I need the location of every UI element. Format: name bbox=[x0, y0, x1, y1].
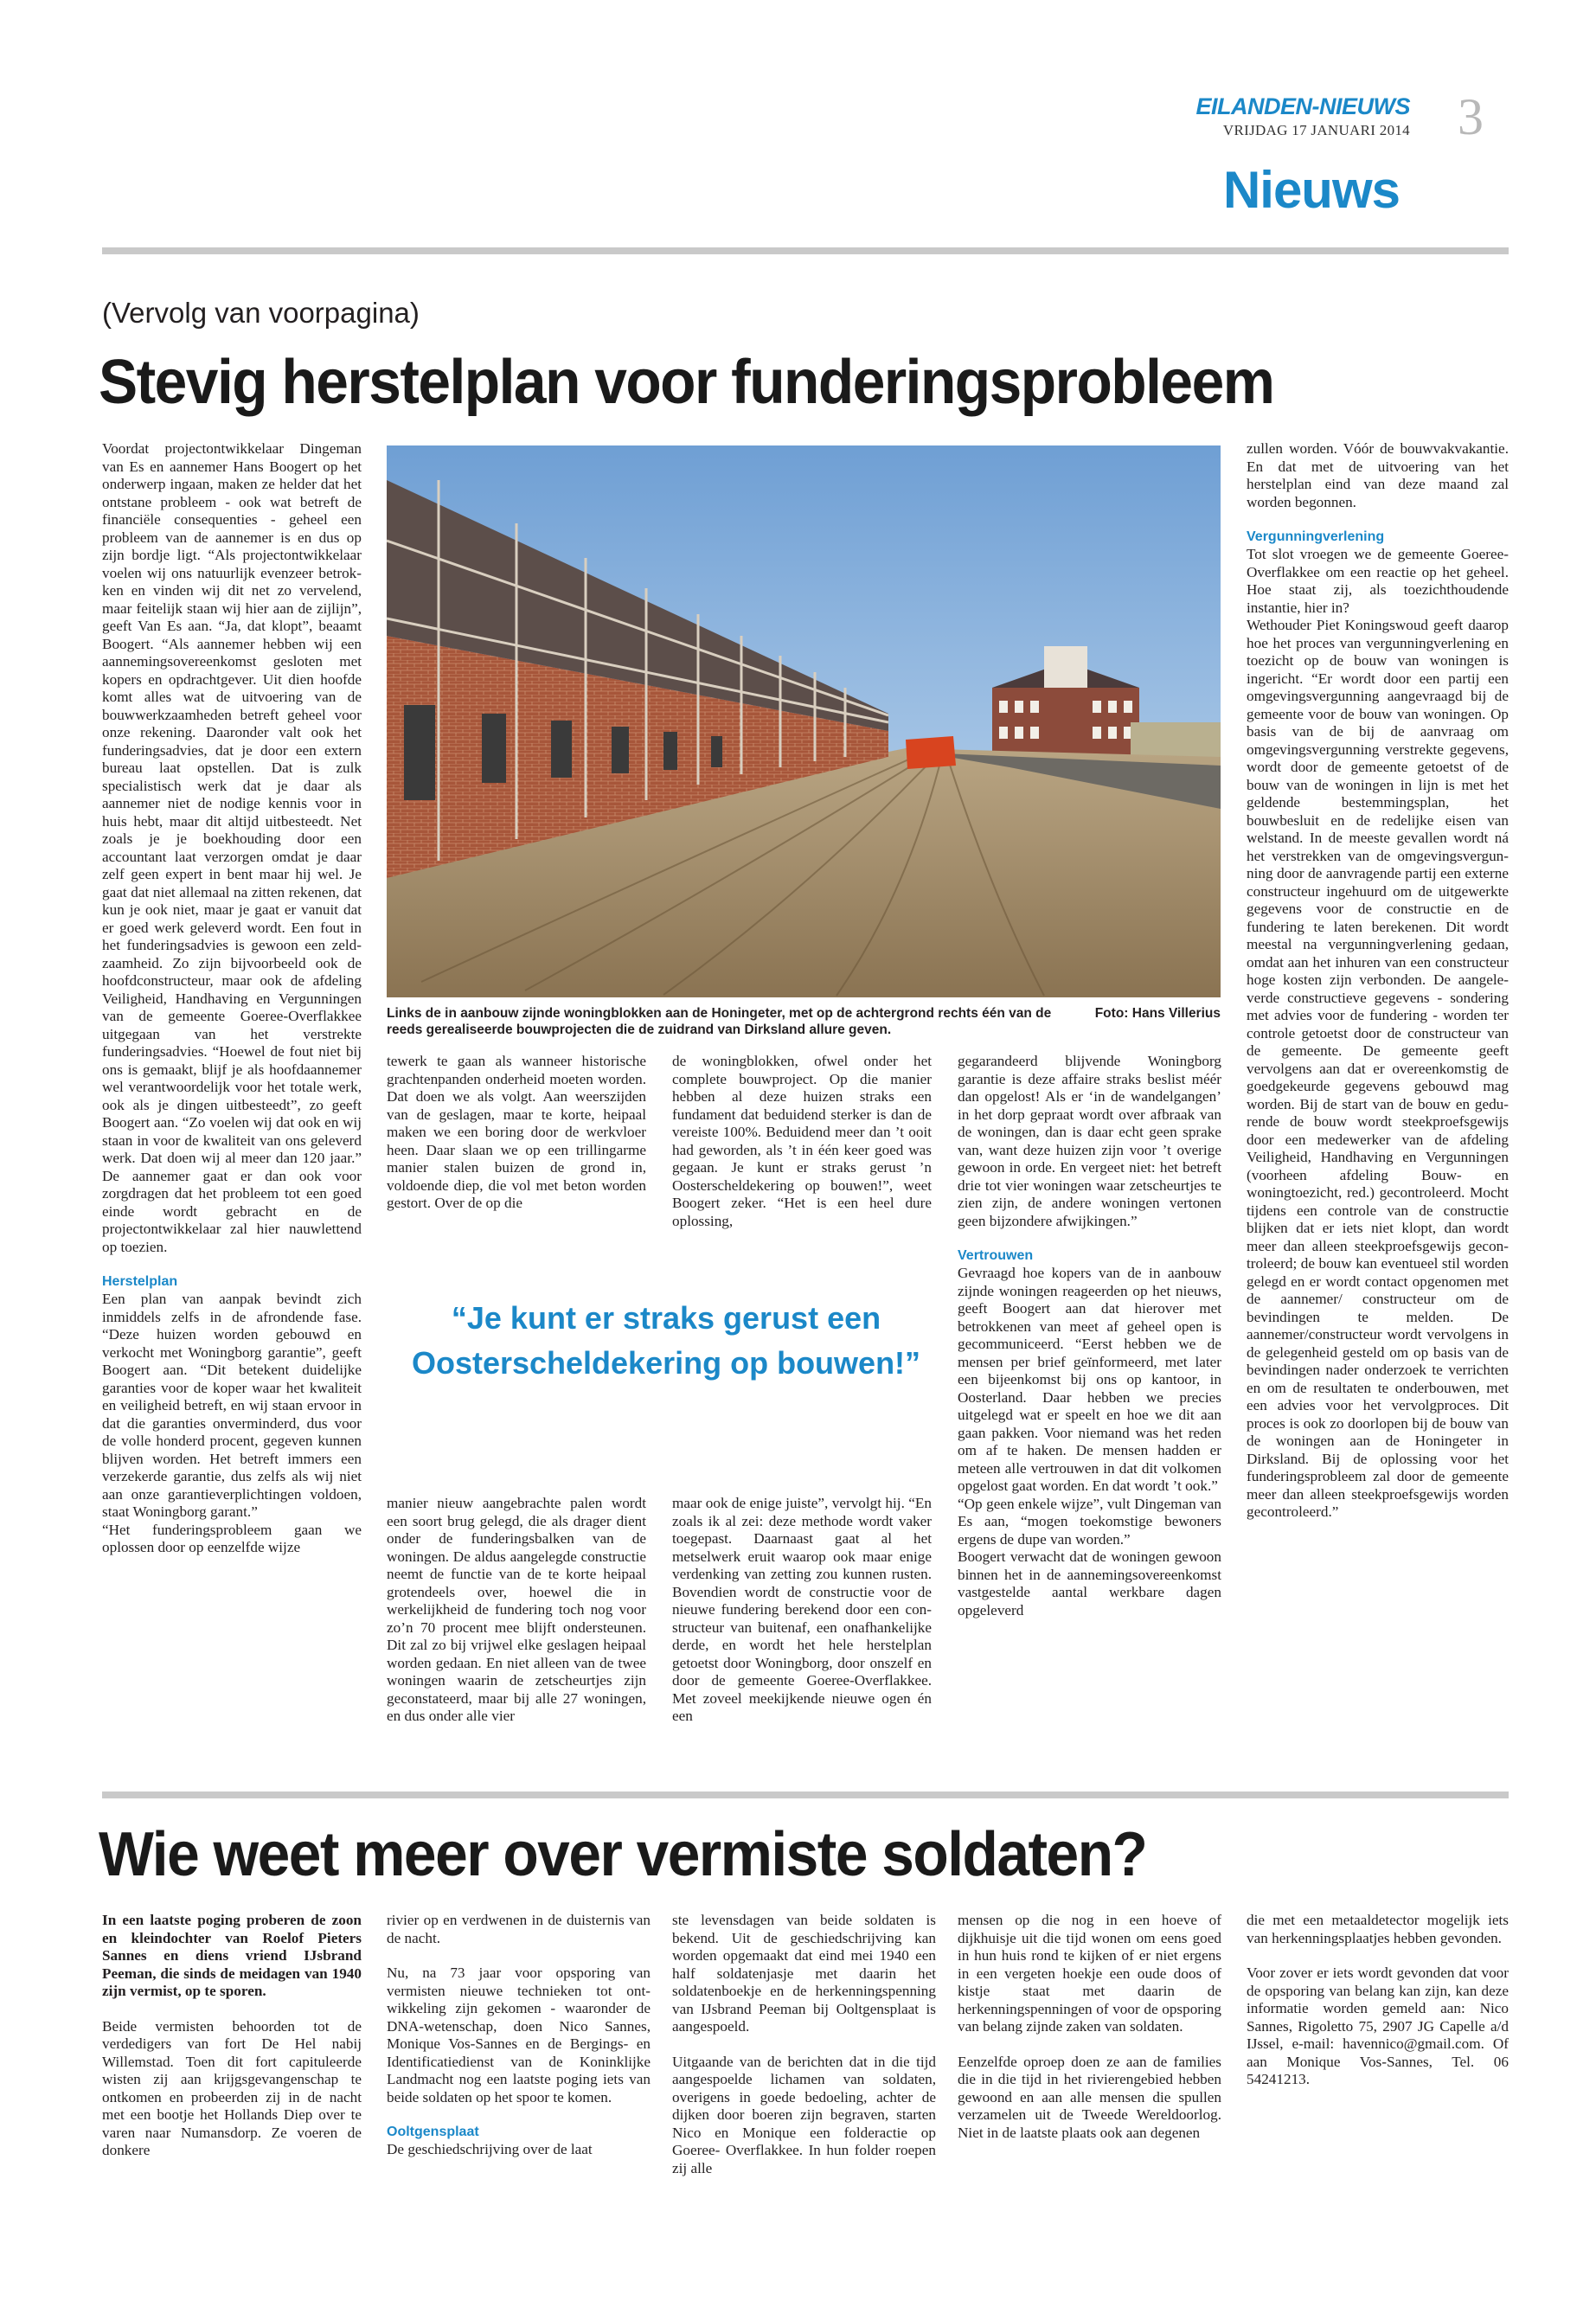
paragraph: De geschiedschrijving over de laat bbox=[387, 2141, 593, 2157]
paragraph: “Op geen enkele wijze”, vult Dingeman van Es aan, “mogen toekomstige bewoners ergens de dupe van worden.” bbox=[958, 1495, 1221, 1548]
pull-quote: “Je kunt er straks gerust een Oosterscheldekering op bouwen!” bbox=[411, 1300, 921, 1381]
article2-column-5 bbox=[1247, 1912, 1509, 2089]
section-title: Nieuws bbox=[1222, 161, 1400, 219]
kicker: (Vervolg van voorpagina) bbox=[102, 297, 420, 329]
article2-column-4 bbox=[958, 1912, 1221, 2142]
paragraph: zullen worden. Vóór de bouwvakvakantie. En dat met de uitvoering van het herstelplan eind van deze maand zal worden begonnen. bbox=[1247, 440, 1509, 510]
paragraph: Eenzelfde oproep doen ze aan de families die in die tijd in het rivierengebied hebben gewoond en aan alle mensen die spullen verzamelen uit de Tweede Wereldoorlog. Niet in de laatste plaats ook aan degenen bbox=[958, 2053, 1221, 2141]
paragraph: manier nieuw aangebrachte palen wordt een soort brug gelegd, die als drager dient onder de funderingsbalken van de woningen. De aldus aangelegde constructie neemt de functie van de te korte heipaal grotendeels over, hoewel die in werkelijkheid de fundering toch nog voor zo’n 70 procent mee blijft ondersteunen. Dit zal zo bij vrijwel elke geslagen heipaal worden gedaan. En niet alleen van de twee woningen waarin de zetscheurtjes zijn geconstateerd, maar bij alle 27 woningen, en dus onder alle vier bbox=[387, 1495, 646, 1724]
article1-column-3-top bbox=[672, 1053, 932, 1230]
paragraph: Wethouder Piet Koningswoud geeft daarop hoe het proces van vergunningverlening en toezicht op de bouw van woningen is ingericht. “Er wordt door een partij een omgevingsvergunning aangevraagd bij de gemeente voor de bouw van woningen. Op basis van de bij de aanvraag om omgevingsvergunning verstrekte gegevens, wordt door de gemeente getoetst of de bouw van de woningen in lijn is met het geldende bestemmingsplan, het bouwbesluit en de redelijke eisen van welstand. In de meeste gevallen wordt ná het verstrekken van de omgevingsvergunning door de aanvragende partij een externe constructeur ingehuurd om de uitgewerkte gegevens voor de constructie en de fundering te laten berekenen. Dit wordt meestal na vergunningverlening gedaan, omdat aan het inhuren van een constructeur hoge kosten zijn verbonden. De aangeleverde constructieve gegevens - sondering met advies voor de fundering - worden ter controle getoetst door de constructeur van de gemeente. De gemeente geeft vervolgens aan dat er overeenkomstig de goedgekeurde gegevens gebouwd mag worden. Bij de start van de bouw en gedurende de bouw wordt steekproefsgewijs door een medewerker van de afdeling Veiligheid, Handhaving en Vergunningen (voorheen afdeling Bouw- en woningtoezicht, red.) gecontroleerd. Mocht tijdens een controle van de constructie blijken dat er iets niet klopt, dan wordt meer dan alleen steekproefsgewijs gecontroleerd; de bouw kan eventueel stil worden gelegd en er wordt contact opgenomen met de aannemer/ constructeur om de bevindingen te melden. De aannemer/constructeur wordt vervolgens in de gelegenheid gesteld om op basis van de bevindingen nader onderzoek te verrichten en om de resultaten te onderbouwen, met een advies voor het vervolgproces. Dit proces is ook zo doorlopen bij de bouw van de woningen aan de Honingeter in Dirksland. Bij de oplossing voor het funderingsprobleem zal door de gemeente meer dan alleen steekproefsgewijs worden gecontroleerd.” bbox=[1247, 617, 1509, 1520]
article1-column-2-bottom bbox=[387, 1495, 646, 1726]
subhead-ooltgensplaat: Ooltgensplaat bbox=[387, 2125, 479, 2139]
paragraph: Uitgaande van de berichten dat in die tijd aangespoelde lichamen van soldaten, overigens in goede bedoeling, achter de dijken door boeren zijn begraven, starten Nico en Monique een folderactie op Goeree- Overflakkee. In hun folder roepen zij alle bbox=[672, 2053, 936, 2176]
paragraph: Gevraagd hoe kopers van de in aanbouw zijnde woningen reageerden op het nieuws, geeft Boogert aan dat hierover met betrokkenen van meet af geheel open is gecommuniceerd. “Eerst hebben we de mensen per brief geïnformeerd, met later een bijeenkomst bij ons op kantoor, in Oosterland. Daar hebben we precies uitgelegd wat er speelt en hoe we dit aan gaan pakken. Voor niemand was het reden om af te haken. De mensen hadden er meteen alle vertrouwen in dat dit volkomen opgelost gaat worden. En dat wordt ’t ook.” bbox=[958, 1265, 1221, 1494]
dateline: VRIJDAG 17 JANUARI 2014 bbox=[1222, 122, 1410, 138]
paragraph: Tot slot vroegen we de gemeente Goeree-Overflakkee om een reactie op het geheel. Hoe staat zij, als toezichthoudende instantie, hier in? bbox=[1247, 546, 1509, 616]
photo-credit: Foto: Hans Villerius bbox=[1094, 1006, 1221, 1021]
headline-main: Stevig herstelplan voor funderingsprobleem bbox=[99, 348, 1274, 417]
article2-column-2 bbox=[387, 1912, 651, 2159]
paragraph: de woningblokken, ofwel onder het complete bouwproject. Op die manier hebben al deze huizen straks een fundament dat beduidend sterker is dan de vereiste 100%. Beduidend meer dan ’t ooit had geworden, als ’t in één keer goed was gegaan. Je kunt er straks gerust ’n Oosterscheldekering op bouwen!”, weet Boogert zeker. “Het is een heel dure oplossing, bbox=[672, 1053, 932, 1229]
article2-column-3 bbox=[672, 1912, 936, 2177]
paragraph: “Het funderingsprobleem gaan we oplossen door op eenzelfde wijze bbox=[102, 1521, 362, 1555]
article1-column-5 bbox=[1247, 440, 1509, 1522]
waste-container bbox=[906, 736, 956, 769]
article-separator-rule bbox=[102, 1791, 1509, 1798]
subhead-vergunningverlening: Vergunningverlening bbox=[1247, 529, 1385, 544]
photo-caption bbox=[387, 1005, 1221, 1038]
page-number: 3 bbox=[1458, 88, 1484, 145]
paragraph: ste levensdagen van beide soldaten is bekend. Uit de geschiedschrijving kan worden opgemaakt dat eind mei 1940 een half soldatenjasje met daarin het soldatenboekje en de herkenningspenning van IJsbrand Peeman bij Ooltgensplaat is aangespoeld. bbox=[672, 1912, 936, 2035]
paragraph: Nu, na 73 jaar voor opsporing van vermisten nieuwe technieken tot ontwikkeling zijn gekomen - waaronder de DNA-wetenschap, doen Nico Sannes, Monique Vos-Sannes en de Bergings- en Identificatiedienst van de Koninklijke Landmacht nog een laatste poging iets van beide soldaten op het spoor te komen. bbox=[387, 1965, 651, 2106]
lead-paragraph: In een laatste poging proberen de zoon en kleindochter van Roelof Pieters Sannes en diens vriend IJsbrand Peeman, die sinds de meidagen van 1940 zijn vermist, op te sporen. bbox=[102, 1912, 362, 1999]
article1-column-4 bbox=[958, 1053, 1221, 1619]
paragraph: maar ook de enige juiste”, vervolgt hij. “En zoals ik al zei: deze methode wordt vaker toegepast. Daarnaast gaat al het metselwerk eruit waarop ook maar enige verdenking van zetting zou kunnen rusten. Bovendien wordt de constructie voor de nieuwe fundering berekend door een constructeur van buitenaf, een onafhankelijke derde, en wordt het hele herstelplan getoetst door Woningborg, door onszelf en door de gemeente Goeree-Overflakkee. Met zoveel meekijkende nieuwe ogen én een bbox=[672, 1495, 932, 1724]
paragraph: tewerk te gaan als wanneer historische grachtenpanden onderheid moeten worden. Dat doen we als volgt. Aan weerszijden van de geslagen, maar te korte, heipaal maken we een boring door de werkvloer heen. Daar slaan we op een trillingarme manier stalen buizen de grond in, voldoende diep, die vol met beton worden gestort. Over de op die bbox=[387, 1053, 646, 1211]
paragraph: Een plan van aanpak bevindt zich inmiddels zelfs in de afrondende fase. “Deze huizen worden gebouwd en verkocht met Woningborg garantie”, geeft Boogert aan. “Dit betekent duidelijke garanties voor de koper waar het kwaliteit en veiligheid betreft, en wij staan ervoor in dat die garanties onverminderd, dus voor de volle honderd procent, gegeven kunnen blijven worden. Het betreft immers een verzekerde garantie, dus zelfs als wij niet aan onze garantieverplichtingen voldoen, staat Woningborg garant.” bbox=[102, 1291, 362, 1520]
paragraph: rivier op en verdwenen in de duisternis van de nacht. bbox=[387, 1912, 651, 1946]
paragraph: Voor zover er iets wordt gevonden dat voor de opsporing van belang kan zijn, kan deze informatie worden gemeld aan: Nico Sannes, Rigoletto 75, 2907 JG Capelle a/d IJssel, e-mail: havennico@gmail.com. Of aan Monique Vos-Sannes, Tel. 06 54241213. bbox=[1247, 1965, 1509, 2087]
article1-column-3-bottom bbox=[672, 1495, 932, 1726]
paragraph: Beide vermisten behoorden tot de verdedigers van fort De Hel nabij Willemstad. Toen dit fort capituleerde wisten zij aan krijgsgevangenschap te ontkomen en probeerden zij in de nacht met een bootje het Hollands Diep over te varen naar Numansdorp. Ze voeren de donkere bbox=[102, 2017, 362, 2158]
paragraph: gegarandeerd blijvende Woningborg garantie is deze affaire straks beslist méér dan opgelost! Als er ‘in de wandelgangen’ in het dorp gepraat wordt over afbraak van de woningen, dan is daar echt geen sprake van, want deze huizen zijn voor ’t overige gewoon in orde. En vergeet niet: het betreft drie tot vier woningen waar zetscheurtjes te zien zijn, de andere woningen vertonen geen bijzondere afwijkingen.” bbox=[958, 1053, 1221, 1229]
paragraph: Boogert verwacht dat de woningen gewoon binnen het in de aannemingsovereenkomst vastgestelde aantal werkbare dagen opgeleverd bbox=[958, 1548, 1221, 1618]
article1-column-1 bbox=[102, 440, 362, 1557]
paragraph: die met een metaaldetector mogelijk iets van herkenningsplaatjes hebben gevonden. bbox=[1247, 1912, 1509, 1946]
paragraph: Voordat projectontwikkelaar Dingeman van Es en aannemer Hans Boogert op het onderwerp ingaan, maken ze helder dat het ontstane probleem - ook wat betreft de financiële consequenties - geheel een probleem van de aannemer is en dus op zijn bordje ligt. “Als projectontwikkelaar voelen wij ons natuurlijk evenzeer betrokken en vinden wij dit net zo vervelend, maar feitelijk staan wij hier aan de zijlijn”, geeft Van Es aan. “Ja, dat klopt”, beaamt Boogert. “Als aannemer hebben wij een aannemingsovereenkomst gesloten met kopers en opdrachtgever. Uit dien hoofde komt alles wat de uitvoering van de bouwwerkzaamheden betreft geheel voor onze rekening. Daaronder valt ook het funderingsadvies, dat je door een extern bureau laat opstellen. Dat is zulk specialistisch werk dat je daar als aannemer niet de nodige kennis voor in huis hebt, maar dit altijd uitbesteedt. Net zoals je je boekhouding door een accountant laat verzorgen omdat je daar zelf geen expert in bent maar hij wel. Je gaat dat niet allemaal na zitten rekenen, dat kun je ook niet, maar je gaat er vanuit dat er goed werk geleverd wordt. Een fout in het funderingsadvies is gewoon een zeldzaamheid. Zo zijn bijvoorbeeld ook de hoofdconstructeur, maar ook de afdeling Veiligheid, Handhaving en Vergunningen van de gemeente Goeree-Overflakkee uitgegaan van het verstrekte funderingsadvies. “Hoewel de fout niet bij ons is gemaakt, blijf je als hoofdaannemer wel verantwoordelijk voor het totale werk, ook als je dingen uitbesteedt”, zo geeft Boogert aan. “Zo voelen wij dat ook en wij staan in voor de kwaliteit van ons geleverd werk. Dat doen wij al meer dan 120 jaar.” De aannemer gaat er dan ook voor zorgdragen dat het probleem tot een goed einde wordt gebracht en de projectontwikkelaar zal hier nauwlettend op toezien. bbox=[102, 440, 362, 1255]
construction-photo bbox=[387, 445, 1221, 997]
top-rule bbox=[102, 247, 1509, 254]
headline-second: Wie weet meer over vermiste soldaten? bbox=[99, 1820, 1147, 1889]
masthead bbox=[1168, 93, 1410, 139]
subhead-vertrouwen: Vertrouwen bbox=[958, 1248, 1034, 1263]
article1-column-2-top bbox=[387, 1053, 646, 1213]
paragraph: mensen op die nog in een hoeve of dijkhuisje uit die tijd wonen om eens goed in hun huis rond te kijken of er niet ergens in een vergeten hoekje een oude doos of kistje staat met daarin de herkenningspenningen of voor de opsporing van belang zijnde zaken van soldaten. bbox=[958, 1912, 1221, 2035]
subhead-herstelplan: Herstelplan bbox=[102, 1274, 178, 1289]
article2-column-1 bbox=[102, 1912, 362, 2160]
newspaper-logo: EILANDEN-NIEUWS bbox=[1195, 93, 1410, 119]
caption-text: Links de in aanbouw zijnde woningblokken aan de Honingeter, met op de achtergrond rechts één van de reeds gerealiseerde bouwprojecten die de zuidrand van Dirksland allure geven. bbox=[387, 1006, 1052, 1037]
